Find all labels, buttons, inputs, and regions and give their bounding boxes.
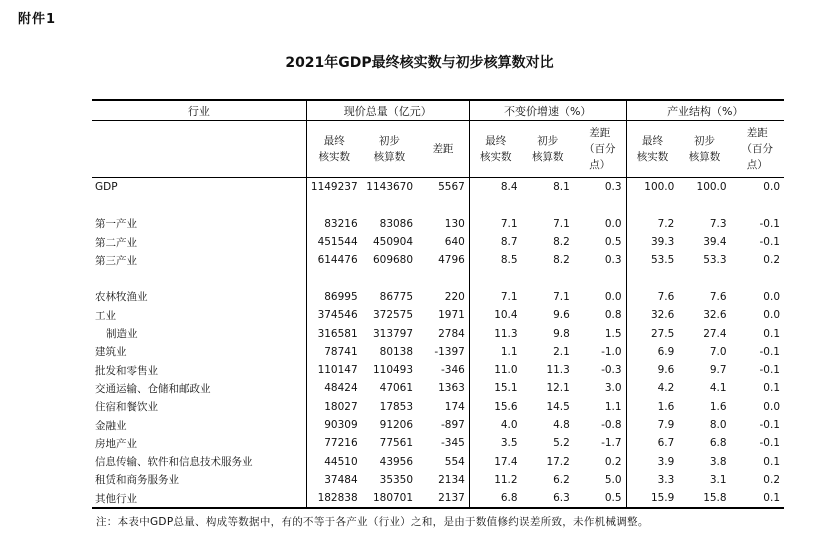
table-cell: 32.6 (650, 309, 675, 322)
table-row (92, 361, 784, 379)
table-cell: 1143670 (366, 181, 414, 194)
table-cell: 0.0 (763, 181, 780, 194)
header-preliminary: 初步 核算数 (362, 121, 417, 178)
table-cell: 11.0 (494, 364, 518, 377)
table-cell: 39.3 (650, 236, 675, 249)
table-cell: 7.0 (709, 345, 727, 358)
row-label: 第二产业 (92, 233, 306, 251)
table-cell: 86995 (324, 290, 358, 303)
table-cell: 0.5 (574, 233, 626, 251)
table-cell: 27.4 (703, 327, 727, 340)
table-cell: 7.2 (657, 217, 675, 230)
table-cell: 1.1 (574, 398, 626, 416)
table-cell: 7.9 (657, 419, 675, 431)
table-cell: 15.1 (494, 382, 518, 395)
table-cell: 11.2 (494, 473, 518, 486)
table-cell: 0.1 (731, 489, 784, 508)
spacer-row (92, 269, 784, 287)
table-cell: 1.1 (500, 345, 518, 358)
table-cell: 15.6 (494, 400, 518, 413)
table-cell: 0.0 (763, 309, 780, 322)
header-row-columns (92, 121, 784, 178)
row-label: 批发和零售业 (92, 361, 306, 379)
table-cell: 17.2 (546, 455, 570, 468)
table-cell: 3.1 (709, 473, 727, 486)
table-cell: 5.0 (574, 471, 626, 489)
table-cell: 27.5 (650, 327, 675, 340)
row-label: 工业 (92, 306, 306, 324)
table-cell: -0.1 (759, 217, 780, 230)
table-row (92, 215, 784, 233)
table-cell: 43956 (379, 455, 414, 468)
table-cell: 35350 (379, 473, 414, 486)
table-cell: 8.2 (553, 254, 570, 267)
table-cell: 609680 (372, 254, 414, 267)
table-cell: 0.2 (763, 473, 780, 486)
table-cell: 11.3 (494, 327, 518, 340)
table-cell: 4.8 (553, 419, 570, 431)
table-cell: 3.0 (574, 379, 626, 397)
table-cell: 78741 (324, 345, 358, 358)
table-cell: 80138 (379, 345, 414, 358)
table-cell: 77216 (324, 437, 358, 450)
table-cell: 100.0 (696, 181, 727, 194)
table-row (92, 398, 784, 416)
header-preliminary: 初步 核算数 (522, 121, 574, 178)
table-cell: 14.5 (546, 400, 570, 413)
table-cell: 6.9 (657, 345, 675, 358)
header-growth: 不变价增速（%） (469, 100, 626, 121)
table-cell: 8.0 (709, 419, 727, 431)
table-cell: 554 (417, 452, 469, 470)
table-cell: 90309 (324, 419, 358, 431)
table-cell: 110147 (317, 364, 358, 377)
header-row-groups (92, 100, 784, 121)
header-structure: 产业结构（%） (626, 100, 784, 121)
table-cell: 9.6 (553, 309, 570, 322)
table-cell: 17853 (379, 400, 414, 413)
table-cell: 44510 (324, 455, 358, 468)
table-row (92, 251, 784, 269)
table-row (92, 306, 784, 324)
table-cell: 32.6 (703, 309, 727, 322)
table-cell: 1.6 (657, 400, 675, 413)
table-cell: 7.6 (657, 290, 675, 303)
table-cell: 0.2 (763, 254, 780, 267)
row-label: 房地产业 (92, 434, 306, 452)
row-label: 制造业 (92, 324, 306, 342)
table-cell: 450904 (372, 236, 414, 249)
table-cell: 6.8 (469, 489, 521, 508)
table-cell: 0.0 (574, 288, 626, 306)
table-cell: 9.7 (709, 364, 727, 377)
table-cell: 91206 (379, 419, 414, 431)
table-row (92, 343, 784, 361)
table-cell: 5.2 (553, 437, 570, 450)
table-cell: 451544 (317, 236, 358, 249)
table-cell: 0.0 (763, 400, 780, 413)
table-row (92, 416, 784, 434)
table-cell: 17.4 (494, 455, 518, 468)
table-row (92, 489, 784, 508)
table-row (92, 471, 784, 489)
table-cell: 0.3 (574, 178, 626, 197)
table-cell: 77561 (379, 437, 414, 450)
table-cell: 4796 (417, 251, 469, 269)
row-label: 建筑业 (92, 343, 306, 361)
table-cell: 10.4 (494, 309, 518, 322)
table-cell: 1.5 (574, 324, 626, 342)
table-cell: 4.2 (657, 382, 675, 395)
table-cell: 11.3 (546, 364, 570, 377)
table-cell: 7.1 (500, 217, 518, 230)
table-row (92, 233, 784, 251)
table-cell: 7.1 (553, 290, 570, 303)
table-cell: 0.5 (574, 489, 626, 508)
header-gap: 差距 (417, 121, 469, 178)
table-cell: 0.8 (574, 306, 626, 324)
table-cell: 110493 (372, 364, 414, 377)
table-cell: 220 (417, 288, 469, 306)
gdp-comparison-table (92, 99, 784, 509)
table-cell: 0.3 (574, 251, 626, 269)
table-row (92, 178, 784, 197)
header-final: 最终 核实数 (626, 121, 678, 178)
header-industry: 行业 (92, 100, 306, 121)
table-cell: -0.8 (574, 416, 626, 434)
table-cell: 37484 (324, 473, 358, 486)
table-cell: 8.5 (500, 254, 518, 267)
table-cell: 1363 (417, 379, 469, 397)
table-cell: 6.8 (709, 437, 727, 450)
table-cell: 614476 (317, 254, 358, 267)
table-cell: 0.1 (763, 455, 780, 468)
table-cell: 3.8 (709, 455, 727, 468)
table-cell: 8.4 (500, 181, 518, 194)
table-cell: 9.8 (553, 327, 570, 340)
table-cell: 7.3 (709, 217, 727, 230)
table-cell: 83216 (324, 217, 358, 230)
table-cell: 130 (417, 215, 469, 233)
spacer-row (92, 196, 784, 214)
table-cell: -897 (417, 416, 469, 434)
table-row (92, 434, 784, 452)
row-label: 金融业 (92, 416, 306, 434)
row-label: GDP (92, 178, 306, 197)
table-cell: 7.6 (709, 290, 727, 303)
row-label: 农林牧渔业 (92, 288, 306, 306)
table-cell: 180701 (362, 489, 417, 508)
table-cell: 7.1 (500, 290, 518, 303)
table-cell: 2784 (417, 324, 469, 342)
table-cell: -0.3 (574, 361, 626, 379)
row-label: 租赁和商务服务业 (92, 471, 306, 489)
header-gap-pp: 差距 （百分 点） (731, 121, 784, 178)
table-cell: 2134 (417, 471, 469, 489)
header-blank (92, 121, 306, 178)
header-gap-pp: 差距 （百分 点） (574, 121, 626, 178)
table-cell: -0.1 (759, 364, 780, 377)
table-cell: 9.6 (657, 364, 675, 377)
table-cell: 18027 (324, 400, 358, 413)
table-cell: 640 (417, 233, 469, 251)
table-cell: 83086 (379, 217, 414, 230)
table-cell: 1971 (417, 306, 469, 324)
table-cell: 47061 (379, 382, 414, 395)
table-cell: 12.1 (546, 382, 570, 395)
table-row (92, 324, 784, 342)
table-cell: 86775 (379, 290, 414, 303)
table-cell: 7.1 (553, 217, 570, 230)
table-cell: 6.7 (657, 437, 675, 450)
table-cell: 39.4 (703, 236, 727, 249)
table-cell: 6.2 (553, 473, 570, 486)
table-cell: -345 (417, 434, 469, 452)
row-label: 住宿和餐饮业 (92, 398, 306, 416)
table-cell: 8.2 (553, 236, 570, 249)
row-label: 信息传输、软件和信息技术服务业 (92, 452, 306, 470)
attachment-label: 附件1 (18, 12, 57, 27)
table-cell: 8.1 (553, 181, 570, 194)
table-cell: 3.5 (500, 437, 518, 450)
table-cell: -0.1 (759, 419, 780, 431)
table-cell: 15.9 (626, 489, 678, 508)
table-cell: -346 (417, 361, 469, 379)
table-row (92, 379, 784, 397)
table-cell: 0.0 (574, 215, 626, 233)
table-row (92, 452, 784, 470)
table-cell: 182838 (306, 489, 361, 508)
table-cell: 1.6 (709, 400, 727, 413)
table-cell: 4.0 (500, 419, 518, 431)
table-cell: 53.3 (703, 254, 727, 267)
table-cell: 53.5 (650, 254, 675, 267)
table-cell: 15.8 (678, 489, 730, 508)
table-cell: 0.1 (763, 327, 780, 340)
row-label: 第三产业 (92, 251, 306, 269)
header-final: 最终 核实数 (469, 121, 521, 178)
table-row (92, 288, 784, 306)
row-label: 交通运输、仓储和邮政业 (92, 379, 306, 397)
table-cell: 100.0 (644, 181, 675, 194)
table-cell: 0.0 (763, 290, 780, 303)
table-cell: -1.0 (574, 343, 626, 361)
table-note: 注：本表中GDP总量、构成等数据中，有的不等于各产业（行业）之和，是由于数值修约误差所致，未作机械调整。 (96, 516, 649, 528)
table-cell: 8.7 (500, 236, 518, 249)
header-final: 最终 核实数 (306, 121, 361, 178)
table-cell: 5567 (417, 178, 469, 197)
table-title: 2021年GDP最终核实数与初步核算数对比 (285, 55, 554, 71)
table-cell: -0.1 (759, 437, 780, 450)
row-label: 其他行业 (92, 489, 306, 508)
header-preliminary: 初步 核算数 (678, 121, 730, 178)
table-cell: 2.1 (553, 345, 570, 358)
table-cell: 174 (417, 398, 469, 416)
table-cell: 374546 (317, 309, 358, 322)
table-cell: 3.9 (657, 455, 675, 468)
table-cell: -0.1 (759, 345, 780, 358)
table-cell: 48424 (324, 382, 358, 395)
table-body (92, 178, 784, 509)
table-cell: -1397 (417, 343, 469, 361)
table-cell: 313797 (372, 327, 414, 340)
table-cell: 372575 (372, 309, 414, 322)
table-cell: 3.3 (657, 473, 675, 486)
row-label: 第一产业 (92, 215, 306, 233)
table-cell: 316581 (317, 327, 358, 340)
table-cell: 0.1 (763, 382, 780, 395)
header-current-total: 现价总量（亿元） (306, 100, 469, 121)
table-cell: 2137 (417, 489, 469, 508)
table-cell: -1.7 (574, 434, 626, 452)
table-cell: 6.3 (522, 489, 574, 508)
table-cell: 1149237 (310, 181, 358, 194)
table-cell: 4.1 (709, 382, 727, 395)
table-cell: 0.2 (574, 452, 626, 470)
table-cell: -0.1 (759, 236, 780, 249)
